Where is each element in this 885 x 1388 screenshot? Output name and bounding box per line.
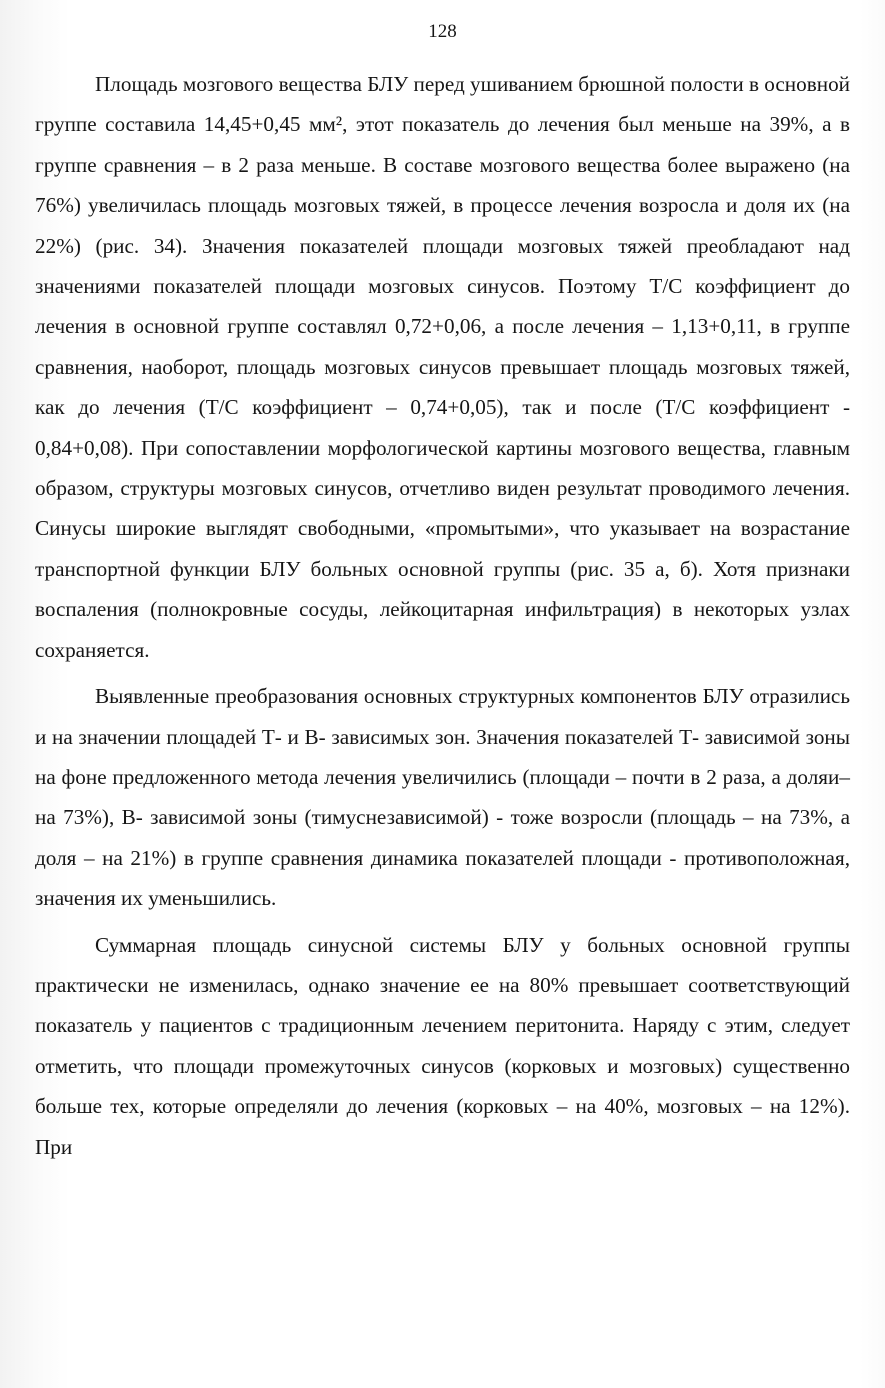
paragraph-t-b-zones: Выявленные преобразования основных структурных компонентов БЛУ отразились и на значении площадей Т- и В- зависимых зон. Значения показателей Т- зависимой зоны на фоне предложенного метода лечения увеличились (площади – почти в 2 раза, а доляи– на 73%), В- зависимой зоны (тимуснезависимой) - тоже возросли (площадь – на 73%, а доля – на 21%) в группе сравнения динамика показателей площади - противоположная, значения их уменьшились. xyxy=(35,684,850,911)
document-body xyxy=(35,64,850,1167)
paragraph-medulla-area: Площадь мозгового вещества БЛУ перед ушиванием брюшной полости в основной группе составила 14,45+0,45 мм², этот показатель до лечения был меньше на 39%, а в группе сравнения – в 2 раза меньше. В составе мозгового вещества более выражено (на 76%) увеличилась площадь мозговых тяжей, в процессе лечения возросла и доля их (на 22%) (рис. 34). Значения показателей площади мозговых тяжей преобладают над значениями показателей площади мозговых синусов. Поэтому Т/С коэффициент до лечения в основной группе составлял 0,72+0,06, а после лечения – 1,13+0,11, в группе сравнения, наоборот, площадь мозговых синусов превышает площадь мозговых тяжей, как до лечения (Т/С коэффициент – 0,74+0,05), так и после (Т/С коэффициент - 0,84+0,08). При сопоставлении морфологической картины мозгового вещества, главным образом, структуры мозговых синусов, отчетливо виден результат проводимого лечения. Синусы широкие выглядят свободными, «промытыми», что указывает на возрастание транспортной функции БЛУ больных основной группы (рис. 35 а, б). Хотя признаки воспаления (полнокровные сосуды, лейкоцитарная инфильтрация) в некоторых узлах сохраняется. xyxy=(35,72,850,662)
paragraph-sinus-system: Суммарная площадь синусной системы БЛУ у больных основной группы практически не изменилась, однако значение ее на 80% превышает соответствующий показатель у пациентов с традиционным лечением перитонита. Наряду с этим, следует отметить, что площади промежуточных синусов (корковых и мозговых) существенно больше тех, которые определяли до лечения (корковых – на 40%, мозговых – на 12%). При xyxy=(35,932,850,1159)
page-number: 128 xyxy=(428,21,457,42)
